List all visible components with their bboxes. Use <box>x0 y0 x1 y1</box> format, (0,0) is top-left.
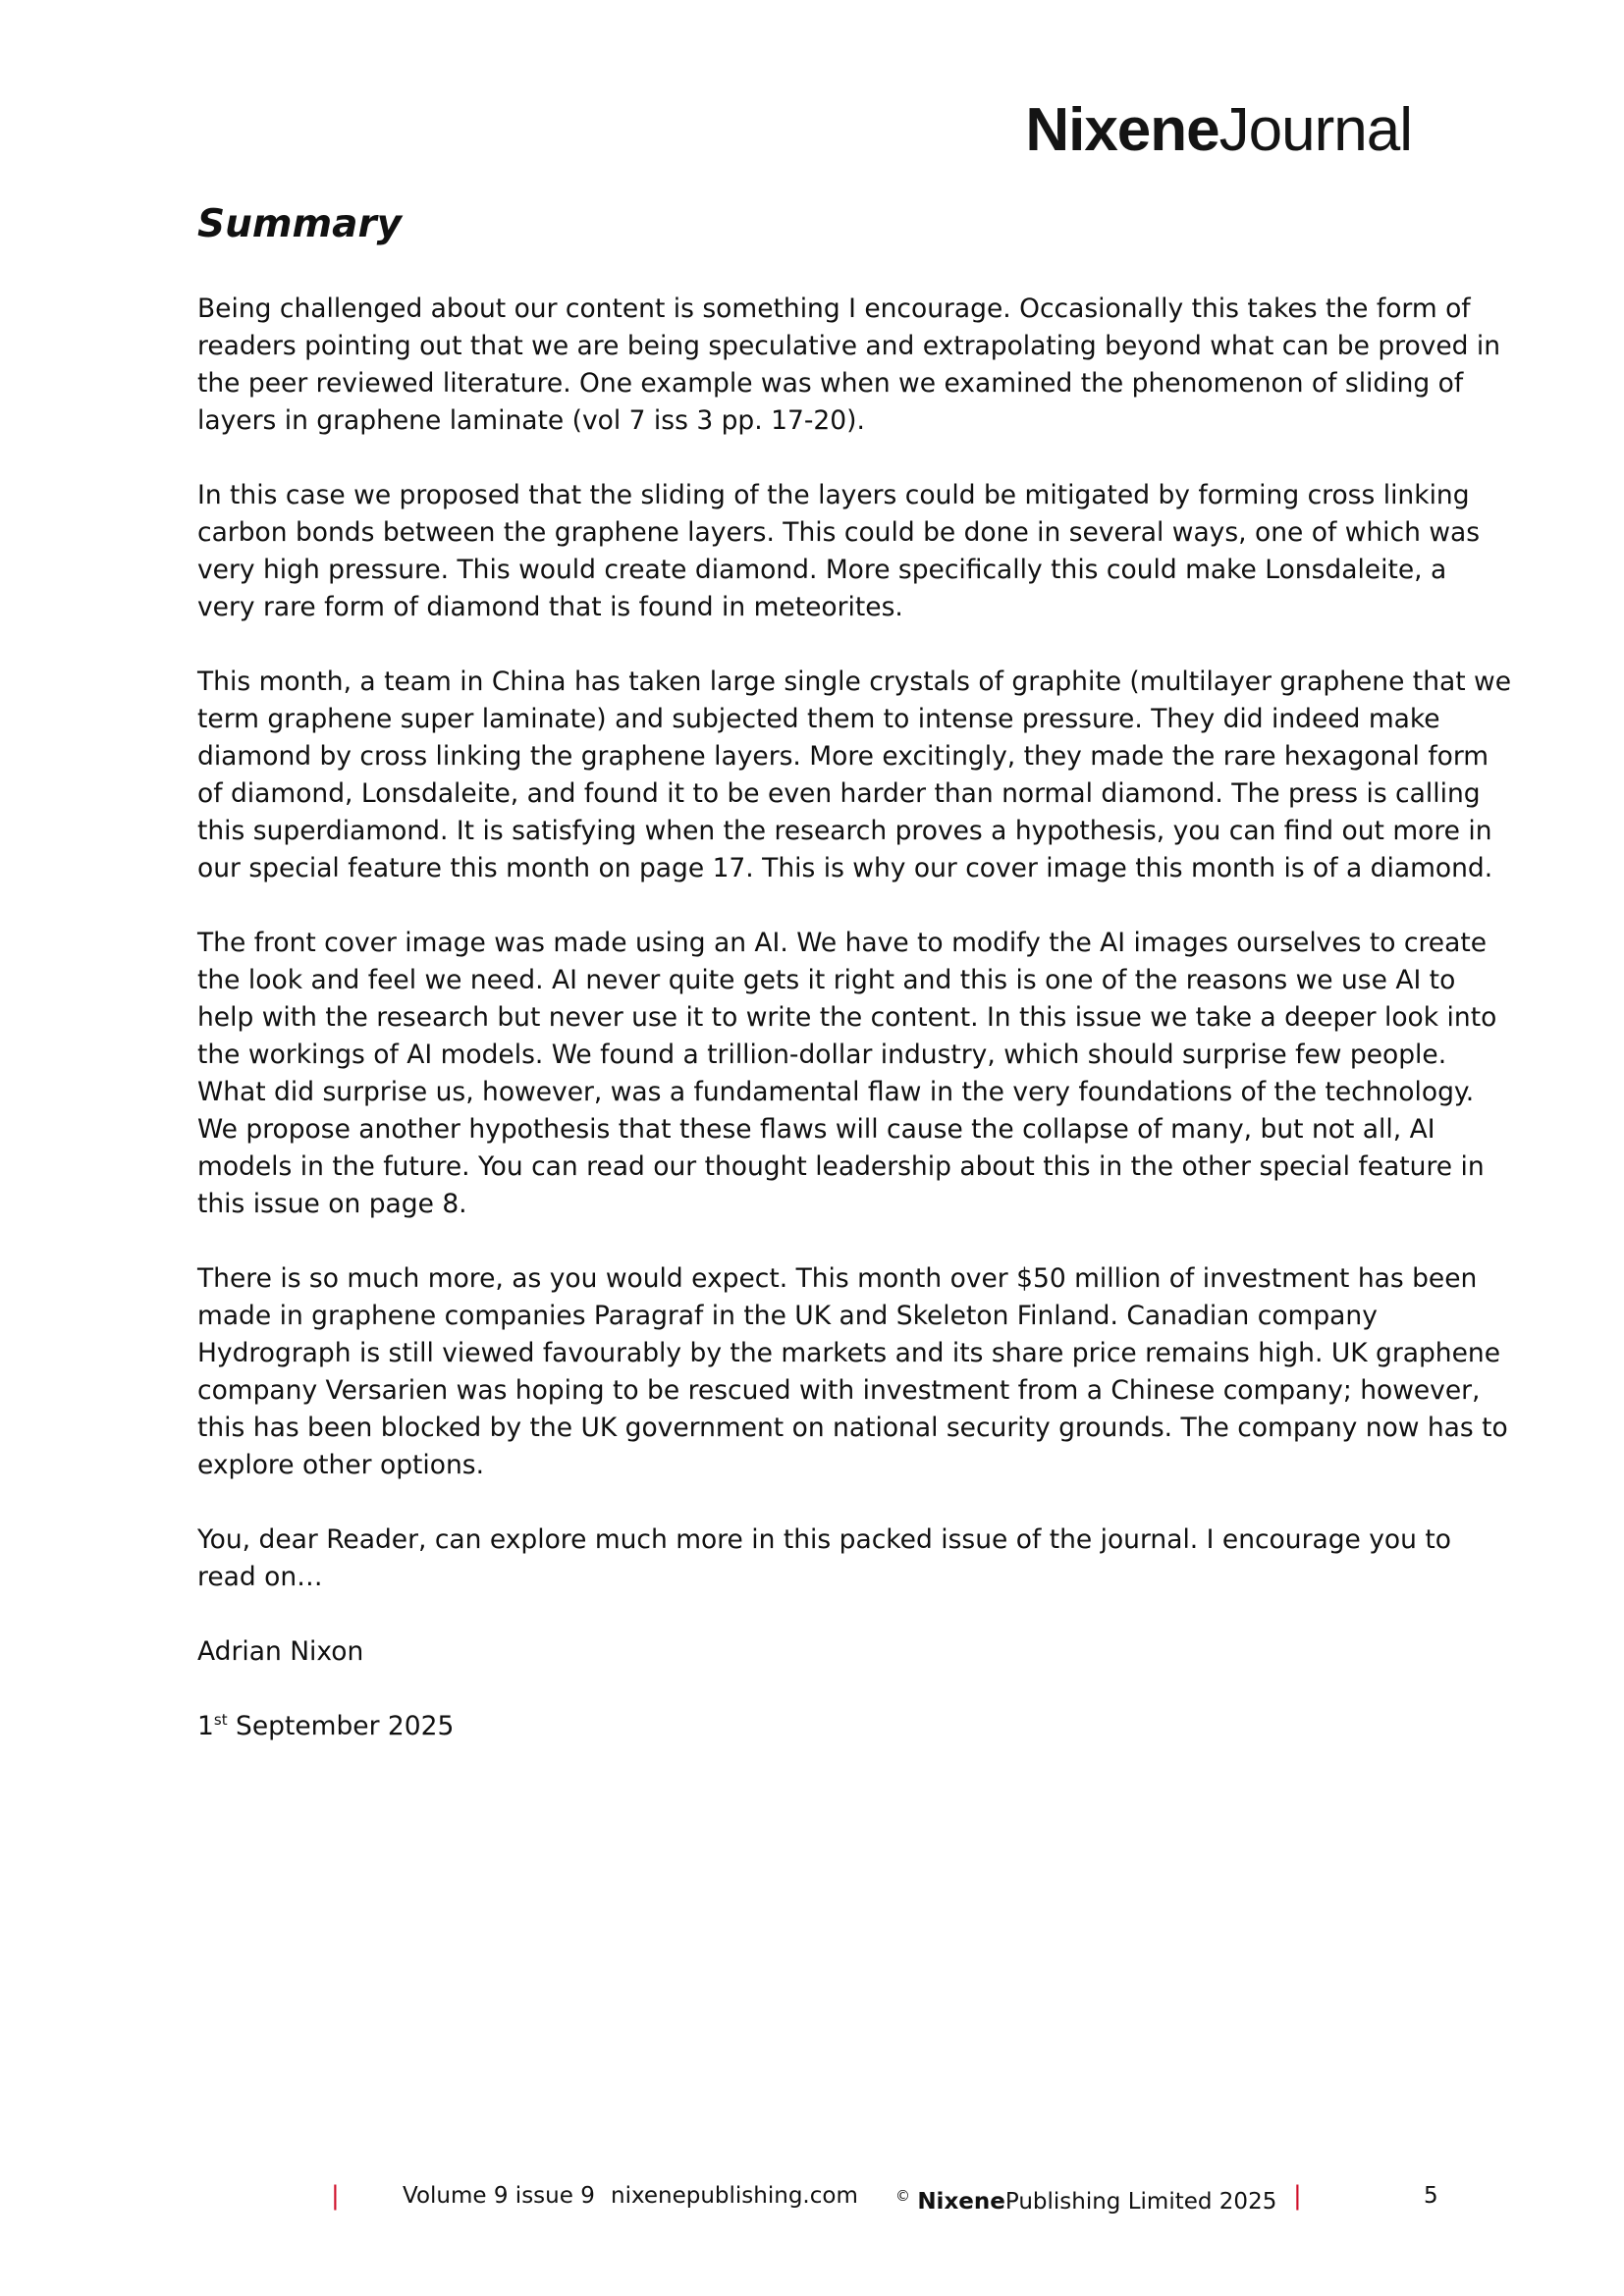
text-line: the peer reviewed literature. One example was when we examined the phenomenon of sliding of <box>197 368 1464 399</box>
text-line: You, dear Reader, can explore much more in this packed issue of the journal. I encourage you to <box>197 1524 1451 1555</box>
masthead-brand-bold: Nixene <box>1025 96 1219 164</box>
date-day: 1 <box>197 1711 214 1741</box>
text-line: help with the research but never use it to write the content. In this issue we take a deeper look into <box>197 1002 1497 1033</box>
page-title: Summary <box>197 202 403 246</box>
journal-masthead <box>1025 96 1412 165</box>
footer-publisher-bold: Nixene <box>917 2189 1005 2215</box>
text-line: There is so much more, as you would expect. This month over $50 million of investment has been <box>197 1263 1478 1294</box>
text-line: this has been blocked by the UK government on national security grounds. The company now has to <box>197 1413 1508 1443</box>
text-line: read on… <box>197 1562 323 1592</box>
footer-volume: Volume 9 issue 9 <box>403 2183 595 2209</box>
footer-publisher-rest: Publishing Limited 2025 <box>1004 2189 1277 2215</box>
text-line: models in the future. You can read our thought leadership about this in the other special feature in <box>197 1151 1485 1182</box>
text-line: What did surprise us, however, was a fundamental flaw in the very foundations of the technology. <box>197 1077 1475 1107</box>
text-line: The front cover image was made using an AI. We have to modify the AI images ourselves to create <box>197 928 1488 958</box>
text-line: of diamond, Lonsdaleite, and found it to be even harder than normal diamond. The press is calling <box>197 778 1481 809</box>
paragraph-5 <box>197 1260 1508 1484</box>
text-line: this issue on page 8. <box>197 1189 467 1219</box>
text-line: very high pressure. This would create diamond. More specifically this could make Lonsdaleite, a <box>197 555 1447 585</box>
text-line: the workings of AI models. We found a trillion-dollar industry, which should surprise few people. <box>197 1040 1447 1070</box>
article-body <box>197 291 1512 1745</box>
footer-copyright <box>895 2181 1276 2216</box>
text-line: carbon bonds between the graphene layers. This could be done in several ways, one of which was <box>197 517 1481 548</box>
text-line: made in graphene companies Paragraf in the UK and Skeleton Finland. Canadian company <box>197 1301 1378 1331</box>
publication-date <box>197 1708 1464 1745</box>
text-line: layers in graphene laminate (vol 7 iss 3 pp. 17-20). <box>197 405 865 436</box>
footer-separator-right: | <box>1293 2181 1302 2211</box>
text-line: readers pointing out that we are being speculative and extrapolating beyond what can be proved in <box>197 331 1501 361</box>
page-footer <box>0 2181 1624 2215</box>
text-line: explore other options. <box>197 1450 485 1480</box>
page-number: 5 <box>1424 2183 1438 2209</box>
text-line: Being challenged about our content is something I encourage. Occasionally this takes the form of <box>197 294 1471 324</box>
paragraph-4 <box>197 925 1497 1223</box>
footer-separator-left: | <box>331 2181 340 2211</box>
footer-website: nixenepublishing.com <box>611 2183 858 2209</box>
text-line: This month, a team in China has taken large single crystals of graphite (multilayer graphene that we <box>197 667 1512 697</box>
paragraph-2 <box>197 477 1481 626</box>
text-line: term graphene super laminate) and subjected them to intense pressure. They did indeed make <box>197 704 1440 734</box>
text-line: Hydrograph is still viewed favourably by the markets and its share price remains high. UK graphene <box>197 1338 1500 1368</box>
paragraph-6 <box>197 1522 1464 1596</box>
copyright-icon: © <box>895 2187 910 2205</box>
text-line: this superdiamond. It is satisfying when the research proves a hypothesis, you can find out more in <box>197 816 1492 846</box>
author-signature: Adrian Nixon <box>197 1636 364 1667</box>
date-rest: September 2025 <box>227 1711 455 1741</box>
masthead-brand-rest: Journal <box>1218 96 1412 164</box>
text-line: the look and feel we need. AI never quite gets it right and this is one of the reasons we use AI to <box>197 965 1456 995</box>
text-line: We propose another hypothesis that these flaws will cause the collapse of many, but not all, AI <box>197 1114 1435 1145</box>
text-line: very rare form of diamond that is found in meteorites. <box>197 592 903 622</box>
paragraph-3 <box>197 664 1512 887</box>
text-line: In this case we proposed that the sliding of the layers could be mitigated by forming cross linking <box>197 480 1470 510</box>
text-line: company Versarien was hoping to be rescued with investment from a Chinese company; however, <box>197 1375 1481 1406</box>
paragraph-1 <box>197 291 1501 440</box>
text-line: our special feature this month on page 17. This is why our cover image this month is of a diamond. <box>197 853 1493 883</box>
date-suffix: st <box>213 1711 228 1729</box>
text-line: diamond by cross linking the graphene layers. More excitingly, they made the rare hexagonal form <box>197 741 1489 772</box>
